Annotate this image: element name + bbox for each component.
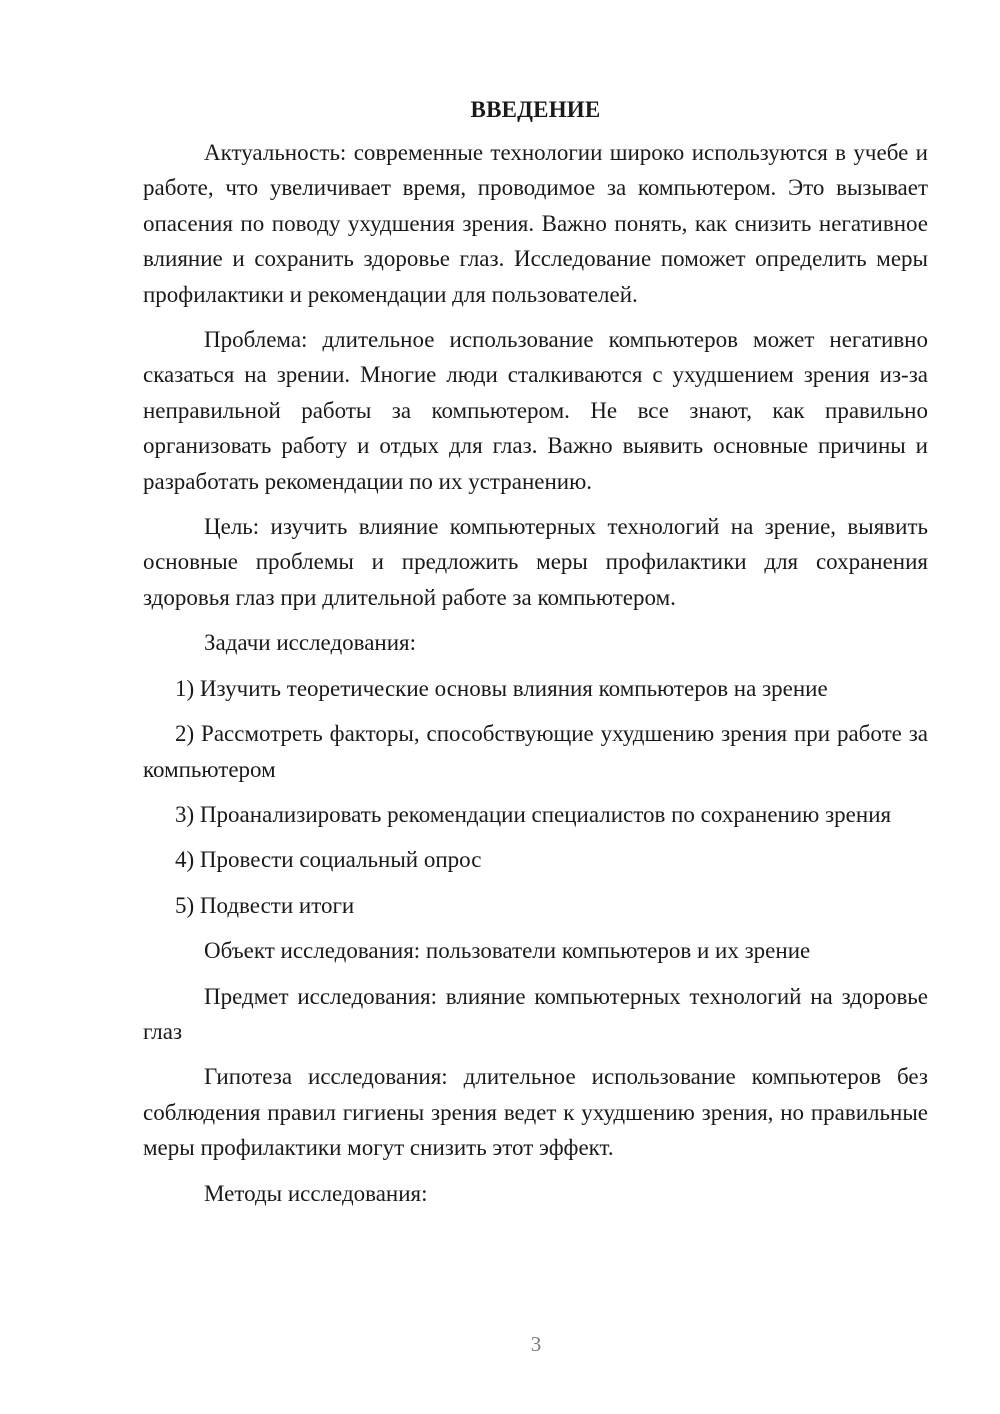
task-item-5: 5) Подвести итоги <box>175 892 355 918</box>
section-title: ВВЕДЕНИЕ <box>470 97 601 122</box>
task-item-1: 1) Изучить теоретические основы влияния компьютеров на зрение <box>175 675 828 701</box>
task-item-3: 3) Проанализировать рекомендации специалистов по сохранению зрения <box>175 801 892 827</box>
hypothesis-paragraph: Гипотеза исследования: длительное использование компьютеров без соблюдения правил гигиены зрения ведет к ухудшению зрения, но правильные меры профилактики могут снизить этот эффект. <box>143 1064 928 1161</box>
goal-paragraph: Цель: изучить влияние компьютерных технологий на зрение, выявить основные проблемы и предложить меры профилактики для сохранения здоровья глаз при длительной работе за компьютером. <box>143 514 928 610</box>
relevance-paragraph: Актуальность: современные технологии широко используются в учебе и работе, что увеличивает время, проводимое за компьютером. Это вызывает опасения по поводу ухудшения зрения. Важно понять, как снизить негативное влияние и сохранить здоровье глаз. Исследование поможет определить меры профилактики и рекомендации для пользователей. <box>143 140 928 307</box>
methods-paragraph: Методы исследования: <box>204 1180 428 1206</box>
subject-paragraph: Предмет исследования: влияние компьютерных технологий на здоровье глаз <box>143 983 928 1044</box>
tasks-heading: Задачи исследования: <box>204 630 417 656</box>
task-item-2: 2) Рассмотреть факторы, способствующие ухудшению зрения при работе за компьютером <box>143 721 928 782</box>
page-content <box>143 92 928 1221</box>
object-paragraph: Объект исследования: пользователи компьютеров и их зрение <box>204 938 811 964</box>
problem-paragraph: Проблема: длительное использование компьютеров может негативно сказаться на зрении. Многие люди сталкиваются с ухудшением зрения из-за неправильной работы за компьютером. Не все знают, как правильно организовать работу и отдых для глаз. Важно выявить основные причины и разработать рекомендации по их устранению. <box>143 327 928 494</box>
task-item-4: 4) Провести социальный опрос <box>175 847 482 873</box>
page-number: 3 <box>530 1332 542 1356</box>
